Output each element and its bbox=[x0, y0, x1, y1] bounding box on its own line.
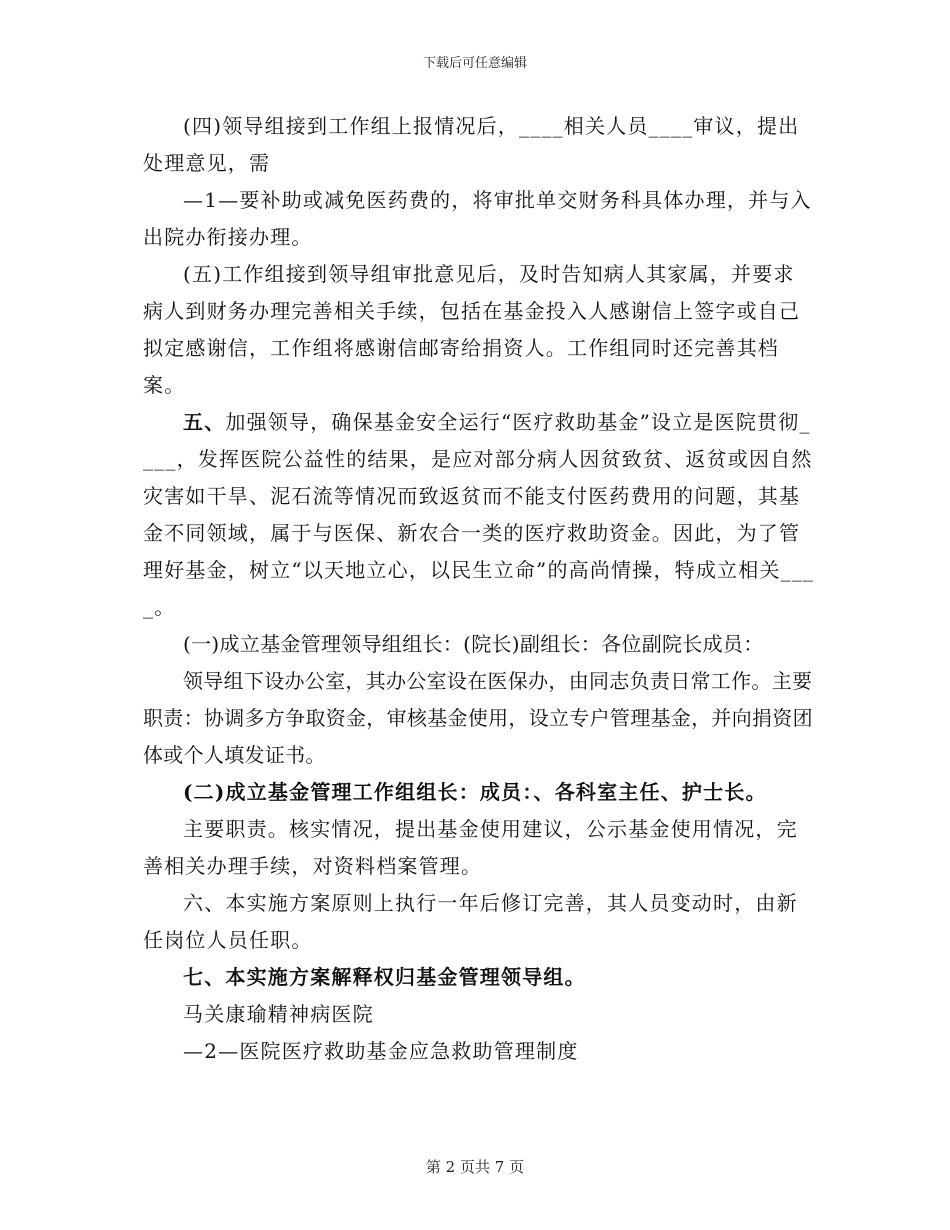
paragraph-section-six: 六、本实施方案原则上执行一年后修订完善，其人员变动时，由新任岗位人员任职。 bbox=[143, 891, 798, 952]
paragraph-office-duties: 领导组下设办公室，其办公室设在医保办，由同志负责日常工作。主要职责：协调多方争取资金，审核基金使用，设立专户管理基金，并向捐资团体或个人填发证书。 bbox=[143, 669, 813, 767]
paragraph-next-title: —2—医院医疗救助基金应急救助管理制度 bbox=[183, 1039, 579, 1063]
paragraph-workgroup-notify: (五)工作组接到领导组审批意见后，及时告知病人其家属，并要求病人到财务办理完善相关手续，包括在基金投入人感谢信上签字或自己拟定感谢信，工作组将感谢信邮寄给捐资人。工作组同时还完善其档案。 bbox=[143, 262, 801, 397]
section-five-heading: 五、 bbox=[183, 410, 226, 434]
page-footer: 第 2 页共 7 页 bbox=[425, 1158, 525, 1176]
paragraph-subsidy-approval: —1—要补助或减免医药费的，将审批单交财务科具体办理，并与入出院办衔接办理。 bbox=[143, 188, 812, 249]
paragraph-leadership-group: (一)成立基金管理领导组组长：(院长)副组长：各位副院长成员： bbox=[183, 632, 764, 656]
page-header: 下载后可任意编辑 bbox=[422, 56, 527, 71]
section-five-body: 加强领导，确保基金安全运行“医疗救助基金”设立是医院贯彻____，发挥医院公益性的结果，是应对部分病人因贫致贫、返贫或因自然灾害如干旱、泥石流等情况而致返贫而不能支付医药费用的问题，其基金不同领域，属于与医保、新农合一类的医疗救助资金。因此，为了管理好基金，树立“以天地立心，以民生立命”的高尚情操，特成立相关____。 bbox=[143, 410, 815, 619]
document-body bbox=[143, 108, 815, 1070]
paragraph-workgroup-duties: 主要职责。核实情况，提出基金使用建议，公示基金使用情况，完善相关办理手续，对资料档案管理。 bbox=[143, 817, 798, 878]
paragraph-section-seven: 七、本实施方案解释权归基金管理领导组。 bbox=[183, 965, 586, 989]
paragraph-strengthen-leadership bbox=[143, 404, 815, 626]
paragraph-leadership-review: (四)领导组接到工作组上报情况后，____相关人员____审议，提出处理意见，需 bbox=[143, 114, 800, 175]
paragraph-workgroup-heading: (二)成立基金管理工作组组长：成员：、各科室主任、护士长。 bbox=[183, 780, 767, 804]
paragraph-hospital-name: 马关康瑜精神病医院 bbox=[183, 1002, 374, 1026]
